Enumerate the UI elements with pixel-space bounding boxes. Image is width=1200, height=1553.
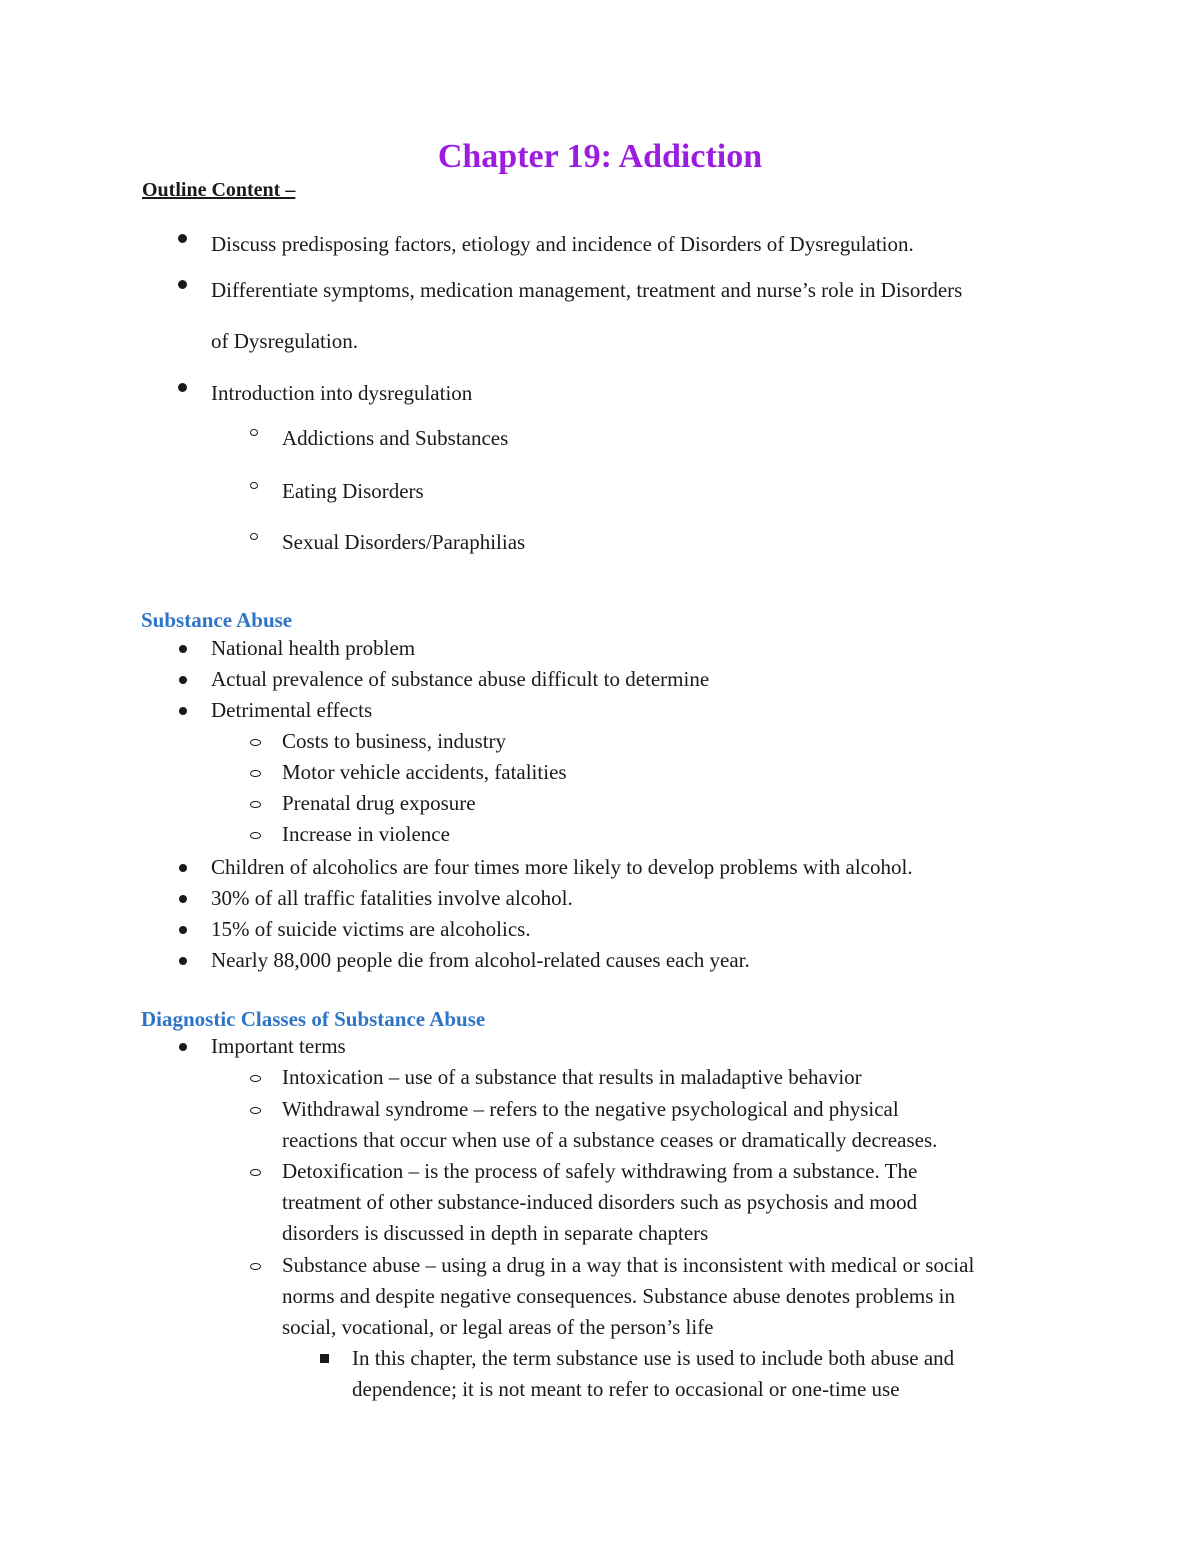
bullet-icon: [179, 645, 187, 653]
sub-bullet-icon: [250, 533, 258, 540]
section-heading-diagnostic-classes: Diagnostic Classes of Substance Abuse: [141, 1007, 486, 1031]
term-item: Intoxication – use of a substance that results in maladaptive behavior: [282, 1065, 862, 1089]
bullet-icon: [178, 234, 187, 243]
bullet-icon: [179, 926, 187, 934]
list-item: 15% of suicide victims are alcoholics.: [211, 917, 531, 941]
term-item: Substance abuse – using a drug in a way that is inconsistent with medical or social: [282, 1253, 975, 1277]
term-item: Withdrawal syndrome – refers to the negative psychological and physical: [282, 1097, 899, 1121]
term-item-continuation: disorders is discussed in depth in separate chapters: [282, 1221, 709, 1245]
sub-bullet-icon: [250, 770, 261, 777]
sub-bullet-icon: [250, 832, 261, 839]
list-item: Children of alcoholics are four times more likely to develop problems with alcohol.: [211, 855, 913, 879]
bullet-icon: [179, 895, 187, 903]
bullet-icon: [179, 707, 187, 715]
outline-item: Discuss predisposing factors, etiology and incidence of Disorders of Dysregulation.: [211, 232, 914, 256]
list-subitem: Motor vehicle accidents, fatalities: [282, 760, 567, 784]
list-subitem: Costs to business, industry: [282, 729, 507, 753]
list-subitem: Prenatal drug exposure: [282, 791, 476, 815]
outline-item: Introduction into dysregulation: [211, 381, 473, 405]
sub-bullet-icon: [250, 429, 258, 436]
square-bullet-icon: [320, 1354, 329, 1363]
term-item-continuation: social, vocational, or legal areas of the person’s life: [282, 1315, 714, 1339]
term-item-continuation: treatment of other substance-induced disorders such as psychosis and mood: [282, 1190, 918, 1214]
list-item: Nearly 88,000 people die from alcohol-related causes each year.: [211, 948, 750, 972]
list-item: Important terms: [211, 1034, 346, 1058]
outline-subitem: Addictions and Substances: [282, 426, 509, 450]
bullet-icon: [178, 280, 187, 289]
term-item-continuation: norms and despite negative consequences. Substance abuse denotes problems in: [282, 1284, 955, 1308]
list-item: Actual prevalence of substance abuse difficult to determine: [211, 667, 710, 691]
outline-item: Differentiate symptoms, medication management, treatment and nurse’s role in Disorders: [211, 278, 963, 302]
list-item: 30% of all traffic fatalities involve alcohol.: [211, 886, 573, 910]
term-item-continuation: reactions that occur when use of a substance ceases or dramatically decreases.: [282, 1128, 938, 1152]
sub-bullet-icon: [250, 1107, 261, 1114]
sub-bullet-icon: [250, 482, 258, 489]
list-item: National health problem: [211, 636, 416, 660]
note-item: In this chapter, the term substance use is used to include both abuse and: [352, 1346, 955, 1370]
bullet-icon: [178, 383, 187, 392]
bullet-icon: [179, 864, 187, 872]
section-heading-substance-abuse: Substance Abuse: [141, 608, 293, 632]
bullet-icon: [179, 957, 187, 965]
bullet-icon: [179, 676, 187, 684]
bullet-icon: [179, 1043, 187, 1051]
sub-bullet-icon: [250, 1169, 261, 1176]
sub-bullet-icon: [250, 1075, 261, 1082]
sub-bullet-icon: [250, 1263, 261, 1270]
note-item-continuation: dependence; it is not meant to refer to occasional or one-time use: [352, 1377, 900, 1401]
outline-label: Outline Content –: [142, 179, 296, 201]
outline-subitem: Eating Disorders: [282, 479, 424, 503]
outline-subitem: Sexual Disorders/Paraphilias: [282, 530, 526, 554]
sub-bullet-icon: [250, 739, 261, 746]
list-item: Detrimental effects: [211, 698, 373, 722]
term-item: Detoxification – is the process of safely withdrawing from a substance. The: [282, 1159, 918, 1183]
list-subitem: Increase in violence: [282, 822, 450, 846]
page-title: Chapter 19: Addiction: [437, 138, 763, 175]
outline-item-continuation: of Dysregulation.: [211, 329, 358, 353]
sub-bullet-icon: [250, 801, 261, 808]
